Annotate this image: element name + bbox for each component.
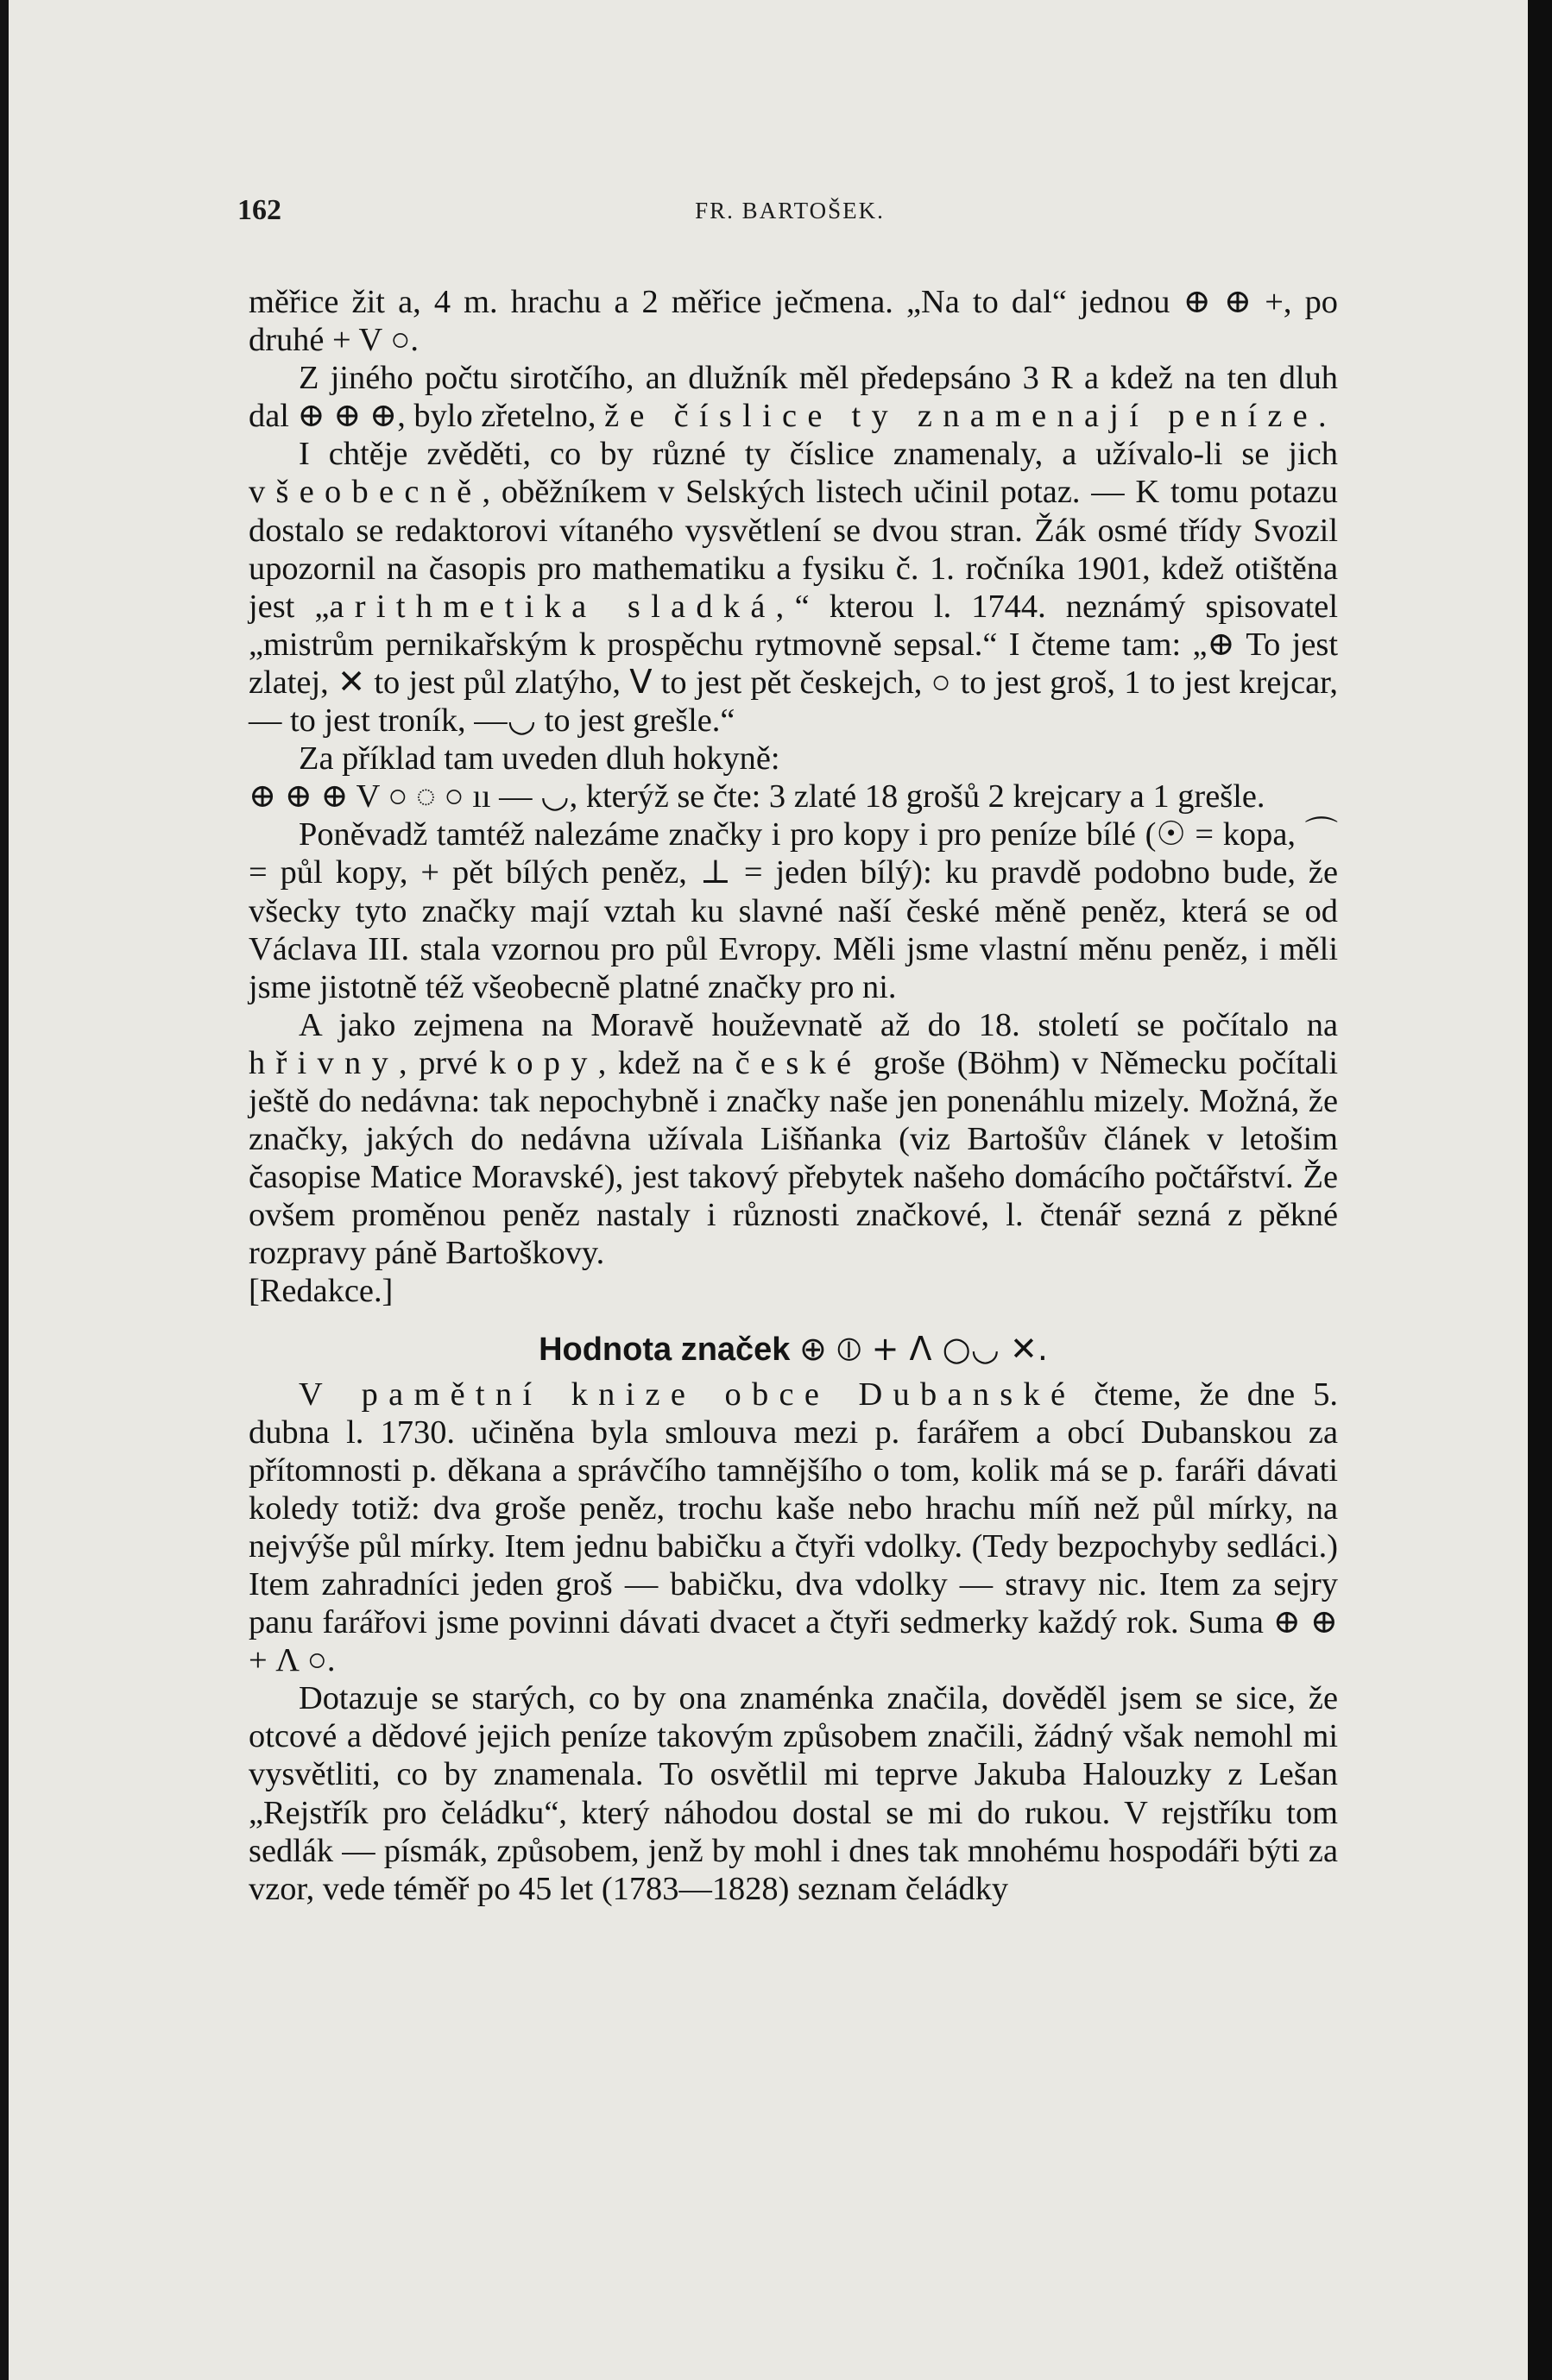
paragraph-text: , kdež na xyxy=(597,1044,735,1081)
paragraph-text: čteme, že dne 5. dubna l. 1730. učiněna byla smlouva mezi p. farářem a obcí Dubanskou za přítomnosti p. děkana a správčího tamnějšího o tom, kolik má se p. faráři dávati koledy totiž: dva groše peněz, trochu kaše nebo hrachu míň než půl mírky, na nejvýše půl mírky. Item jednu babičku a čtyři vdolky. (Tedy bezpochyby sedláci.) Item zahradníci jeden groš — babičku, dva vdolky — stravy nic. Item za sejry panu farářovi jsme povinni dávati dvacet a čtyři sedmerky každý rok. Suma ⊕ ⊕ + Λ ○. xyxy=(249,1376,1338,1679)
paragraph-text: Dotazuje se starých, co by ona znaménka značila, dověděl jsem se sice, že otcové a dědové jejich peníze takovým způsobem značili, žádný však nemohl mi vysvětliti, co by znamenala. To osvětlil mi teprve Jakuba Halouzky z Lešan „Rejstřík pro čeládku“, který náhodou dostal se mi do rukou. V rejstříku tom sedlák — písmák, způsobem, jenž by mohl i dnes tak mnohému hospodáři býti za vzor, vede téměř po 45 let (1783—1828) seznam čeládky xyxy=(249,1680,1338,1907)
paragraph xyxy=(249,778,1338,815)
scanned-page xyxy=(9,0,1528,2380)
section-heading xyxy=(249,1330,1338,1369)
paragraph-text: , oběžníkem v Selských listech učinil potaz. — K tomu potazu dostalo se redaktorovi vítaného vysvětlení se dvou stran. Žák osmé třídy Svozil upozornil na časopis pro mathematiku a fysiku č. 1. ročníka 1901, kdež otištěna jest „ xyxy=(249,474,1338,625)
emphasis-text: všeobecně xyxy=(249,474,483,511)
paragraph xyxy=(249,1679,1338,1908)
section-symbols: ⊕ ⦶ + Λ ○◡ ✕. xyxy=(799,1329,1048,1368)
paragraph-text: Z jiného počtu sirotčího, an dlužník měl předepsáno 3 R a kdež na ten dluh dal ⊕ ⊕ ⊕, bylo zřetelno, xyxy=(249,360,1338,435)
paragraph xyxy=(249,1006,1338,1273)
emphasis-text: hřivny xyxy=(249,1044,399,1081)
paragraph-text: groše (Böhm) v Německu počítali ještě do nedávna: tak nepochybně i značky naše jen ponenáhlu mizely. Možná, že značky, jakých do nedávna užívala Lišňanka (viz Bartošův článek v letošim časopise Matice Moravské), jest takový přebytek našeho domácího počtářství. Že ovšem proměnou peněz nastaly i různosti značkové, l. čtenář sezná z pěkné rozpravy páně Bartoškovy. xyxy=(249,1044,1339,1272)
paragraph-text: Poněvadž tamtéž nalezáme značky i pro kopy i pro peníze bílé (☉ = kopa, ⌒ = půl kopy, + pět bílých peněz, ⊥ = jeden bílý): ku pravdě podobno bude, že všecky tyto značky mají vztah ku slavné naší české měně peněz, která se od Václava III. stala vzornou pro půl Evropy. Měli jsme vlastní měnu peněz, i měli jsme jistotně též všeobecně platné značky pro ni. xyxy=(249,816,1338,1005)
emphasis-text: V pamětní knize obce Dubanské xyxy=(299,1376,1076,1413)
page-header xyxy=(237,194,1342,246)
paragraph xyxy=(249,283,1338,359)
section-title: Hodnota značek xyxy=(539,1331,791,1368)
paragraph-text: A jako zejmena na Moravě houževnatě až do 18. století se počítalo na xyxy=(299,1006,1338,1043)
body-text xyxy=(249,283,1338,1908)
emphasis-text: české xyxy=(735,1044,862,1081)
emphasis-text: arithmetika sladká, xyxy=(329,588,795,625)
signature-text: [Redakce.] xyxy=(249,1273,394,1310)
paragraph-text: , prvé xyxy=(398,1044,489,1081)
paragraph-text: ⊕ ⊕ ⊕ V ○ ◌ ○ ıı — ◡, kterýž se čte: 3 zlaté 18 grošů 2 krejcary a 1 grešle. xyxy=(249,778,1265,815)
paragraph xyxy=(249,815,1338,1005)
paragraph-text: měřice žit a, 4 m. hrachu a 2 měřice ječmena. „Na to dal“ jednou ⊕ ⊕ +, po druhé + V ○. xyxy=(249,284,1338,359)
scan-edge xyxy=(1528,0,1552,2380)
emphasis-text: že číslice ty znamenají peníze. xyxy=(604,398,1337,435)
emphasis-text: kopy xyxy=(489,1044,598,1081)
paragraph-text: Za příklad tam uveden dluh hokyně: xyxy=(299,740,780,778)
paragraph xyxy=(249,1376,1338,1680)
paragraph-text: “ kterou l. 1744. neznámý spisovatel „mistrům pernikařským k prospěchu rytmovně sepsal.“ I čteme tam: „⊕ To jest zlatej, ✕ to jest půl zlatýho, ᐯ to jest pět českejch, ○ to jest groš, 1 to jest krejcar, — to jest troník, —◡ to jest grešle.“ xyxy=(249,588,1338,740)
running-head: FR. BARTOŠEK. xyxy=(695,198,885,224)
paragraph xyxy=(249,359,1338,435)
signature xyxy=(249,1272,1338,1310)
paragraph-text: I chtěje zvěděti, co by různé ty číslice znamenaly, a užívalo-li se jich xyxy=(299,436,1338,473)
paragraph xyxy=(249,435,1338,740)
paragraph xyxy=(249,740,1338,778)
page-number: 162 xyxy=(237,194,281,226)
